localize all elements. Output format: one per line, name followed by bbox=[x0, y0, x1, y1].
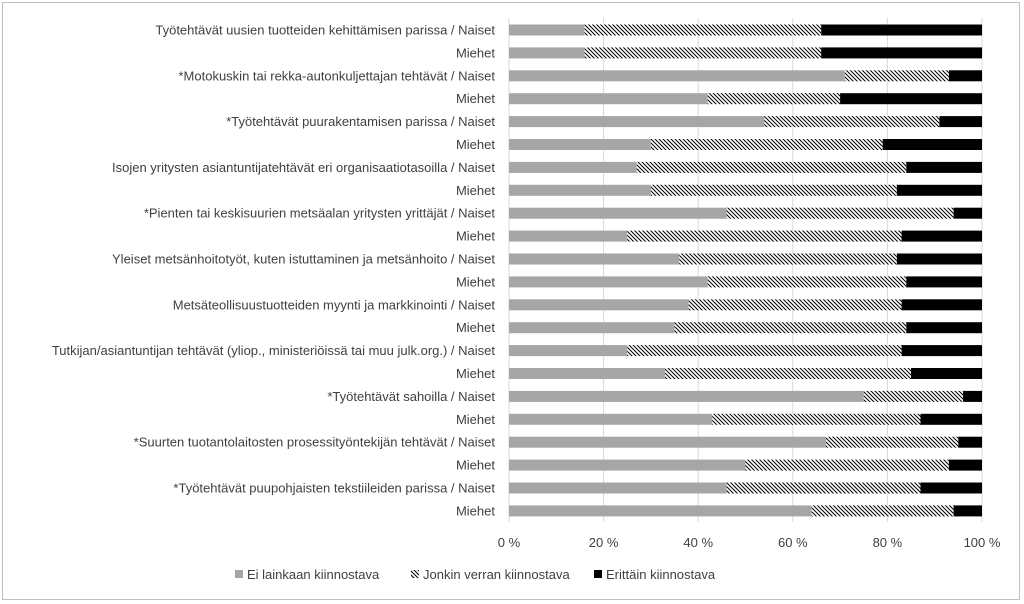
bar-segment-3 bbox=[954, 505, 982, 516]
bar-segment-2 bbox=[651, 139, 883, 150]
bar-segment-1 bbox=[509, 208, 727, 219]
bar-segment-1 bbox=[509, 231, 627, 242]
x-tick-label: 0 % bbox=[497, 535, 521, 550]
category-label: Miehet bbox=[455, 320, 495, 336]
bar-segment-2 bbox=[727, 208, 954, 219]
bar-segment-1 bbox=[509, 139, 651, 150]
bar-segment-1 bbox=[509, 505, 812, 516]
bar-segment-2 bbox=[637, 162, 907, 173]
bar-segment-3 bbox=[897, 185, 982, 196]
category-label: *Työtehtävät sahoilla / Naiset bbox=[327, 388, 495, 404]
bar-segment-3 bbox=[906, 276, 982, 287]
legend-label: Erittäin kiinnostava bbox=[606, 567, 716, 582]
bar-segment-1 bbox=[509, 116, 764, 127]
bar-segment-3 bbox=[921, 483, 982, 494]
legend-swatch bbox=[235, 570, 243, 578]
category-label: Miehet bbox=[455, 45, 495, 61]
bar-segment-2 bbox=[708, 276, 907, 287]
legend-label: Ei lainkaan kiinnostava bbox=[247, 567, 380, 582]
bar-segment-3 bbox=[902, 299, 982, 310]
category-label: Miehet bbox=[455, 274, 495, 290]
bar-segment-2 bbox=[864, 391, 963, 402]
bar-segment-3 bbox=[939, 116, 982, 127]
legend-swatch bbox=[594, 570, 602, 578]
bar-segment-1 bbox=[509, 437, 826, 448]
bar-segment-1 bbox=[509, 276, 708, 287]
category-label: Yleiset metsänhoitotyöt, kuten istuttaminen ja metsänhoito / Naiset bbox=[112, 251, 495, 267]
bar-segment-2 bbox=[679, 254, 897, 265]
bar-segment-2 bbox=[727, 483, 921, 494]
bar-segment-1 bbox=[509, 93, 708, 104]
category-label: Miehet bbox=[455, 503, 495, 519]
bar-segment-3 bbox=[821, 25, 982, 36]
category-label: Miehet bbox=[455, 411, 495, 427]
bar-segment-2 bbox=[708, 93, 840, 104]
x-axis-ticks bbox=[498, 535, 1001, 550]
category-label: Metsäteollisuustuotteiden myynti ja markkinointi / Naiset bbox=[172, 297, 495, 313]
category-label: Miehet bbox=[455, 91, 495, 107]
category-label: *Työtehtävät puupohjaisten tekstiileiden parissa / Naiset bbox=[173, 480, 495, 496]
bar-segment-1 bbox=[509, 483, 727, 494]
bar-segment-2 bbox=[585, 25, 822, 36]
bar-segment-2 bbox=[764, 116, 939, 127]
bars bbox=[509, 25, 982, 517]
x-tick-label: 60 % bbox=[777, 535, 808, 550]
bar-segment-2 bbox=[627, 231, 901, 242]
bar-segment-1 bbox=[509, 322, 675, 333]
category-label: *Motokuskin tai rekka-autonkuljettajan tehtävät / Naiset bbox=[178, 68, 495, 84]
bar-segment-1 bbox=[509, 70, 845, 81]
bar-segment-2 bbox=[585, 47, 822, 58]
bar-segment-2 bbox=[845, 70, 949, 81]
category-label: Työtehtävät uusien tuotteiden kehittämisen parissa / Naiset bbox=[155, 22, 495, 38]
bar-segment-1 bbox=[509, 299, 689, 310]
bar-segment-3 bbox=[883, 139, 982, 150]
bar-segment-2 bbox=[712, 414, 920, 425]
category-label: Miehet bbox=[455, 366, 495, 381]
bar-segment-3 bbox=[902, 345, 982, 356]
x-tick-label: 20 % bbox=[588, 535, 619, 550]
bar-segment-1 bbox=[509, 345, 627, 356]
bar-segment-2 bbox=[651, 185, 897, 196]
bar-segment-3 bbox=[963, 391, 982, 402]
bar-segment-1 bbox=[509, 414, 712, 425]
bar-segment-3 bbox=[954, 208, 982, 219]
legend-label: Jonkin verran kiinnostava bbox=[423, 567, 570, 582]
category-labels bbox=[52, 23, 496, 519]
bar-segment-1 bbox=[509, 254, 679, 265]
bar-segment-3 bbox=[921, 414, 982, 425]
bar-segment-2 bbox=[812, 505, 954, 516]
x-tick-label: 80 % bbox=[872, 535, 903, 550]
category-label: *Suurten tuotantolaitosten prosessityöntekijän tehtävät / Naiset bbox=[133, 434, 495, 450]
bar-segment-2 bbox=[675, 322, 907, 333]
bar-segment-3 bbox=[902, 231, 982, 242]
legend bbox=[235, 567, 716, 582]
category-label: Tutkijan/asiantuntijan tehtävät (yliop., ministeriöissä tai muu julk.org.) / Naiset bbox=[51, 343, 495, 359]
bar-segment-3 bbox=[840, 93, 982, 104]
category-label: Miehet bbox=[455, 182, 495, 198]
x-tick-label: 100 % bbox=[963, 535, 1001, 550]
bar-segment-3 bbox=[897, 254, 982, 265]
bar-segment-2 bbox=[746, 460, 949, 471]
bar-segment-3 bbox=[906, 322, 982, 333]
bar-segment-1 bbox=[509, 25, 585, 36]
legend-swatch bbox=[411, 570, 419, 578]
category-label: Miehet bbox=[455, 228, 495, 244]
bar-segment-1 bbox=[509, 47, 585, 58]
bar-segment-3 bbox=[949, 460, 982, 471]
category-label: *Pienten tai keskisuurien metsäalan yritysten yrittäjät / Naiset bbox=[143, 205, 495, 221]
bar-segment-2 bbox=[627, 345, 901, 356]
category-label: Miehet bbox=[455, 457, 495, 473]
bar-segment-3 bbox=[821, 47, 982, 58]
bar-segment-1 bbox=[509, 368, 665, 379]
bar-segment-2 bbox=[826, 437, 958, 448]
bar-segment-3 bbox=[958, 437, 982, 448]
bar-segment-1 bbox=[509, 391, 864, 402]
bar-segment-3 bbox=[949, 70, 982, 81]
bar-segment-2 bbox=[665, 368, 911, 379]
bar-segment-1 bbox=[509, 460, 746, 471]
category-label: Miehet bbox=[455, 137, 495, 152]
bar-segment-1 bbox=[509, 162, 637, 173]
x-tick-label: 40 % bbox=[683, 535, 714, 550]
bar-segment-1 bbox=[509, 185, 651, 196]
bar-segment-3 bbox=[906, 162, 982, 173]
category-label: Isojen yritysten asiantuntijatehtävät eri organisaatiotasoilla / Naiset bbox=[112, 159, 495, 175]
bar-segment-3 bbox=[911, 368, 982, 379]
category-label: *Työtehtävät puurakentamisen parissa / Naiset bbox=[226, 114, 495, 130]
bar-segment-2 bbox=[689, 299, 902, 310]
